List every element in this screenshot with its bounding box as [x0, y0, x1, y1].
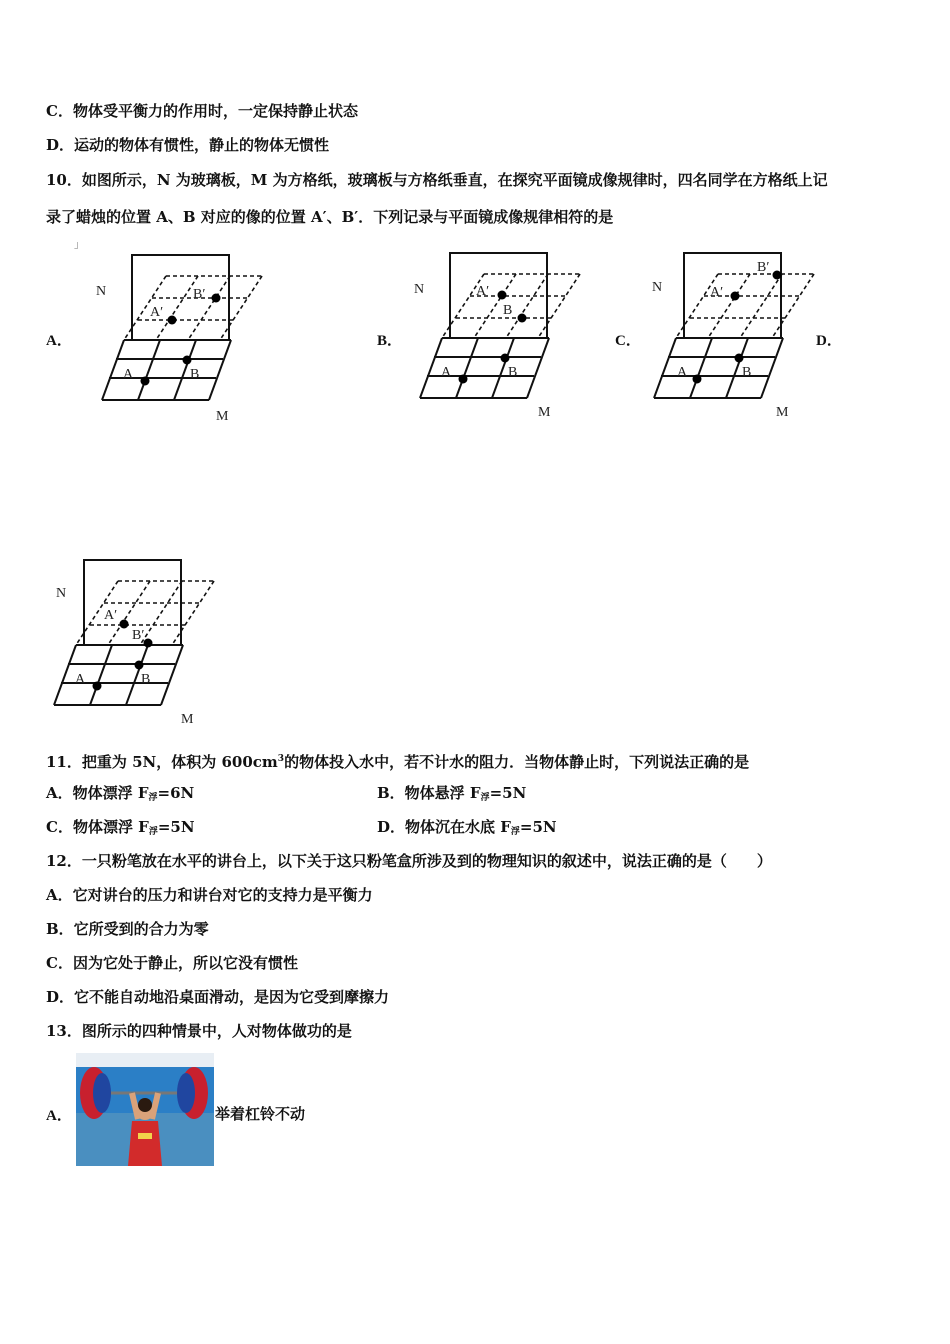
figure-option-b — [408, 248, 588, 423]
label-n: N — [96, 284, 107, 299]
label-a-image: A′ — [150, 305, 164, 320]
q11a-value: =6N — [157, 784, 195, 802]
q12-option-d: D．它不能自动地沿桌面滑动，是因为它受到摩擦力 — [46, 988, 390, 1006]
label-b: B — [508, 365, 518, 380]
q11b-text: B．物体悬浮 F — [377, 784, 481, 802]
label-b-image: B′ — [757, 260, 770, 275]
label-m: M — [776, 405, 789, 420]
subscript-fu: 浮 — [148, 827, 158, 837]
label-a: A — [123, 367, 134, 382]
weightlifter-photo — [76, 1053, 214, 1166]
q11c-text: C．物体漂浮 F — [46, 818, 149, 836]
q10-option-d-label: D． — [816, 333, 842, 349]
q11-option-d — [377, 817, 557, 842]
q13-option-a-label: A． — [46, 1108, 72, 1124]
label-a-image: A′ — [104, 608, 118, 623]
q13-stem: 13．图所示的四种情景中，人对物体做功的是 — [46, 1022, 352, 1040]
q11-option-a — [46, 783, 194, 808]
q9-option-d: D．运动的物体有惯性，静止的物体无惯性 — [46, 136, 330, 154]
label-a: A — [441, 365, 452, 380]
label-a-image: A′ — [476, 284, 490, 299]
q10-stem-line1: 10．如图所示，N 为玻璃板，M 为方格纸，玻璃板与方格纸垂直，在探究平面镜成像规律时，四名同学在方格纸上记 — [46, 171, 828, 189]
q11-option-b — [377, 783, 526, 808]
subscript-fu: 浮 — [148, 793, 158, 803]
label-b: B — [141, 672, 151, 687]
subscript-fu: 浮 — [510, 827, 520, 837]
q12-stem: 12．一只粉笔放在水平的讲台上，以下关于这只粉笔盒所涉及到的物理知识的叙述中，说法正确的是（ ） — [46, 852, 772, 870]
q11-stem-text: 11．把重为 5N，体积为 600cm — [46, 753, 278, 771]
stray-mark: 」 — [74, 240, 84, 251]
q11d-text: D．物体沉在水底 F — [377, 818, 511, 836]
label-a-image: A′ — [710, 285, 724, 300]
label-b-image: B — [503, 303, 513, 318]
q10-option-c-label: C． — [615, 333, 641, 349]
q11c-value: =5N — [157, 818, 195, 836]
q11a-text: A．物体漂浮 F — [46, 784, 149, 802]
label-n: N — [414, 282, 425, 297]
label-m: M — [216, 409, 229, 424]
subscript-fu: 浮 — [480, 793, 490, 803]
label-b-image: B′ — [132, 628, 145, 643]
q11d-value: =5N — [519, 818, 557, 836]
q10-stem-line2: 录了蜡烛的位置 A、B 对应的像的位置 A′、B′．下列记录与平面镜成像规律相符的是 — [46, 208, 614, 226]
label-a: A — [677, 365, 688, 380]
label-a: A — [75, 672, 86, 687]
figure-option-a — [90, 250, 270, 425]
label-m: M — [181, 712, 194, 727]
figure-option-c — [642, 248, 822, 423]
figure-option-d — [42, 555, 222, 730]
q12-option-b: B．它所受到的合力为零 — [46, 920, 209, 938]
q11b-value: =5N — [489, 784, 527, 802]
label-b: B — [742, 365, 752, 380]
label-m: M — [538, 405, 551, 420]
q10-option-a-label: A． — [46, 333, 72, 349]
label-n: N — [56, 586, 67, 601]
q12-option-c: C．因为它处于静止，所以它没有惯性 — [46, 954, 298, 972]
label-b: B — [190, 367, 200, 382]
q10-option-b-label: B． — [377, 333, 403, 349]
label-n: N — [652, 280, 663, 295]
q11-option-c — [46, 817, 195, 842]
q13-option-a-text: 举着杠铃不动 — [215, 1105, 306, 1123]
q11-superscript: 3 — [277, 754, 285, 764]
q11-stem-text-end: 的物体投入水中，若不计水的阻力．当物体静止时，下列说法正确的是 — [284, 753, 750, 771]
q12-option-a: A．它对讲台的压力和讲台对它的支持力是平衡力 — [46, 886, 373, 904]
q9-option-c: C．物体受平衡力的作用时，一定保持静止状态 — [46, 102, 358, 120]
q11-stem — [46, 749, 749, 772]
label-b-image: B′ — [193, 287, 206, 302]
